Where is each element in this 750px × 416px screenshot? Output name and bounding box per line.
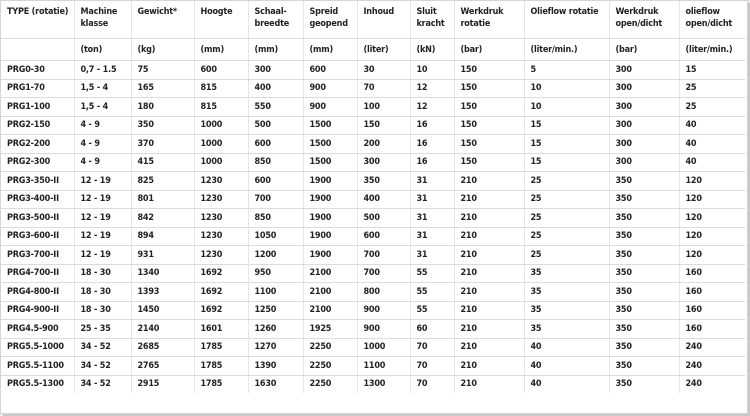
- table-cell: 30: [357, 61, 410, 80]
- table-cell: 35: [524, 283, 609, 302]
- table-cell: 2685: [131, 338, 194, 357]
- table-row: [1, 320, 745, 339]
- table-cell: 31: [410, 246, 454, 265]
- table-cell: 2250: [303, 338, 357, 357]
- table-cell: 55: [410, 283, 454, 302]
- table-cell: PRG3-600-II: [1, 227, 74, 246]
- table-cell: 2140: [131, 320, 194, 339]
- table-cell: 2765: [131, 357, 194, 376]
- table-cell: 25: [524, 227, 609, 246]
- table-cell: 240: [685, 379, 702, 390]
- table-cell: 210: [454, 320, 524, 339]
- table-cell: 4 - 9: [74, 153, 131, 172]
- table-cell: 150: [454, 153, 524, 172]
- table-cell: 160: [679, 301, 745, 320]
- table-cell: 1393: [131, 283, 194, 302]
- table-cell: PRG4-900-II: [1, 301, 74, 320]
- table-cell: 1260: [248, 320, 303, 339]
- table-cell: 5: [524, 61, 609, 80]
- table-cell: 210: [454, 301, 524, 320]
- table-cell: 350: [609, 246, 679, 265]
- table-cell: 70: [410, 338, 454, 357]
- table-cell: 35: [524, 301, 609, 320]
- table-cell: 1230: [194, 246, 248, 265]
- table-cell: 300: [609, 61, 679, 80]
- table-cell: 210: [454, 338, 524, 357]
- table-cell: 40: [679, 116, 745, 135]
- table-cell: 900: [357, 301, 410, 320]
- table-cell: 12 - 19: [74, 190, 131, 209]
- table-cell: PRG2-200: [1, 135, 74, 154]
- table-cell: 210: [454, 172, 524, 191]
- table-row: [1, 98, 745, 117]
- table-row: [1, 79, 745, 98]
- table-cell: 12 - 19: [74, 172, 131, 191]
- table-cell: 1900: [303, 209, 357, 228]
- unit-cell: (liter/min.): [524, 39, 609, 61]
- table-cell: 1785: [194, 375, 248, 393]
- column-header: Gewicht*: [131, 1, 194, 39]
- table-cell: 1000: [194, 153, 248, 172]
- table-cell: 550: [248, 98, 303, 117]
- table-cell: 300: [609, 135, 679, 154]
- table-cell: 70: [357, 79, 410, 98]
- table-row: [1, 357, 745, 376]
- table-cell: 500: [248, 116, 303, 135]
- table-cell: 1100: [248, 283, 303, 302]
- table-cell: 25: [679, 79, 745, 98]
- table-cell: 180: [131, 98, 194, 117]
- table-cell: PRG4.5-900: [1, 320, 74, 339]
- table-cell: 16: [410, 116, 454, 135]
- table-cell: 300: [248, 61, 303, 80]
- table-cell: 850: [248, 153, 303, 172]
- table-cell: 350: [609, 357, 679, 376]
- table-cell: 25 - 35: [74, 320, 131, 339]
- table-cell: 1601: [194, 320, 248, 339]
- table-cell: 1,5 - 4: [74, 79, 131, 98]
- table-cell: 240: [679, 338, 745, 357]
- table-cell: PRG5.5-1300: [1, 375, 74, 393]
- table-cell: 1500: [303, 135, 357, 154]
- table-cell: 700: [357, 264, 410, 283]
- table-cell: 120: [679, 190, 745, 209]
- table-cell: 1925: [303, 320, 357, 339]
- table-cell: 120: [679, 227, 745, 246]
- unit-cell: (kg): [131, 39, 194, 61]
- table-row: [1, 172, 745, 191]
- column-header: Schaal-breedte: [248, 1, 303, 39]
- unit-cell: (kN): [410, 39, 454, 61]
- table-cell: 150: [454, 98, 524, 117]
- table-cell: PRG4-800-II: [1, 283, 74, 302]
- table-cell: 210: [454, 264, 524, 283]
- table-cell: 1,5 - 4: [74, 98, 131, 117]
- table-cell: 350: [609, 338, 679, 357]
- table-cell: 950: [248, 264, 303, 283]
- column-header: Werkdruk open/dicht: [609, 1, 679, 39]
- table-cell: 1200: [248, 246, 303, 265]
- table-cell: 35: [524, 320, 609, 339]
- table-cell: 15: [524, 135, 609, 154]
- table-cell: 1000: [194, 135, 248, 154]
- table-cell: 300: [609, 98, 679, 117]
- table-cell: 120: [679, 172, 745, 191]
- table-cell: 1230: [194, 227, 248, 246]
- table-cell: 240: [679, 357, 745, 376]
- table-cell: 150: [454, 135, 524, 154]
- table-cell: 165: [131, 79, 194, 98]
- table-cell: 4 - 9: [74, 116, 131, 135]
- spec-table-body: [1, 1, 745, 393]
- table-cell: 31: [410, 172, 454, 191]
- table-cell: 25: [524, 246, 609, 265]
- spec-table: [1, 1, 745, 393]
- column-header: Hoogte: [194, 1, 248, 39]
- table-cell: 31: [410, 227, 454, 246]
- column-header: Sluit kracht: [410, 1, 454, 39]
- table-cell: 160: [679, 320, 745, 339]
- table-cell: 400: [248, 79, 303, 98]
- table-cell: PRG5.5-1100: [1, 357, 74, 376]
- table-cell: 1050: [248, 227, 303, 246]
- unit-cell: (bar): [454, 39, 524, 61]
- table-cell: 801: [131, 190, 194, 209]
- table-cell: 40: [679, 135, 745, 154]
- table-cell: 0,7 - 1.5: [74, 61, 131, 80]
- unit-cell: (mm): [303, 39, 357, 61]
- table-cell: 210: [454, 209, 524, 228]
- table-cell: 1692: [194, 283, 248, 302]
- table-cell: 10: [524, 98, 609, 117]
- table-cell: 18 - 30: [74, 283, 131, 302]
- table-row: [1, 135, 745, 154]
- table-cell: PRG3-700-II: [1, 246, 74, 265]
- table-cell: 2100: [303, 301, 357, 320]
- table-row: [1, 209, 745, 228]
- table-cell: 70: [410, 357, 454, 376]
- table-cell: 850: [248, 209, 303, 228]
- table-cell: 10: [524, 79, 609, 98]
- table-cell: 160: [679, 283, 745, 302]
- table-cell: 12 - 19: [74, 227, 131, 246]
- table-cell: 2915: [131, 375, 194, 393]
- table-cell: 1785: [194, 338, 248, 357]
- table-cell: 300: [609, 116, 679, 135]
- table-cell: 600: [303, 61, 357, 80]
- table-row: [1, 227, 745, 246]
- table-cell: 300: [609, 79, 679, 98]
- table-cell: 1692: [194, 301, 248, 320]
- table-cell: 1450: [131, 301, 194, 320]
- table-cell: 15: [679, 61, 745, 80]
- unit-cell: (bar): [609, 39, 679, 61]
- table-cell: 12: [410, 98, 454, 117]
- table-cell: 600: [194, 61, 248, 80]
- table-cell: 210: [454, 283, 524, 302]
- table-cell: 1230: [194, 172, 248, 191]
- table-cell: 12 - 19: [74, 209, 131, 228]
- unit-cell: (liter): [357, 39, 410, 61]
- table-cell: 210: [454, 190, 524, 209]
- table-row: [1, 375, 745, 393]
- table-cell: 350: [609, 172, 679, 191]
- table-cell: 1100: [357, 357, 410, 376]
- table-cell: 415: [131, 153, 194, 172]
- table-cell: 2250: [303, 375, 357, 393]
- table-cell: 160: [679, 264, 745, 283]
- table-cell: 931: [131, 246, 194, 265]
- table-cell: 25: [524, 209, 609, 228]
- table-cell: 500: [357, 209, 410, 228]
- table-cell: 210: [454, 375, 524, 393]
- column-header: Spreid geopend: [303, 1, 357, 39]
- table-row: [1, 153, 745, 172]
- table-row: [1, 190, 745, 209]
- table-cell: 900: [357, 320, 410, 339]
- table-cell: 40: [524, 375, 609, 393]
- table-cell: 150: [357, 116, 410, 135]
- table-cell: 34 - 52: [74, 375, 131, 393]
- table-cell: 1230: [194, 209, 248, 228]
- table-cell: 25: [524, 190, 609, 209]
- table-cell: 1785: [194, 357, 248, 376]
- table-cell: 300: [357, 153, 410, 172]
- table-cell: 1630: [248, 375, 303, 393]
- table-cell: 1230: [194, 190, 248, 209]
- table-cell: 350: [609, 190, 679, 209]
- table-cell: 1250: [248, 301, 303, 320]
- table-cell: 600: [248, 172, 303, 191]
- table-cell: 4 - 9: [74, 135, 131, 154]
- column-header: Werkdruk rotatie: [454, 1, 524, 39]
- unit-cell: (liter/min.): [679, 39, 745, 61]
- table-cell: 200: [357, 135, 410, 154]
- table-cell: PRG5.5-1000: [1, 338, 74, 357]
- table-row: [1, 301, 745, 320]
- table-cell: 350: [609, 264, 679, 283]
- table-row: [1, 246, 745, 265]
- table-cell: 70: [410, 375, 454, 393]
- table-cell: 350: [609, 283, 679, 302]
- table-row: [1, 61, 745, 80]
- table-cell: 55: [410, 301, 454, 320]
- table-cell: PRG0-30: [1, 61, 74, 80]
- unit-cell: [1, 39, 74, 61]
- table-cell: PRG3-400-II: [1, 190, 74, 209]
- table-cell: PRG1-100: [1, 98, 74, 117]
- table-cell: 2100: [303, 264, 357, 283]
- table-cell: 1500: [303, 116, 357, 135]
- table-cell: 100: [357, 98, 410, 117]
- table-cell: 370: [131, 135, 194, 154]
- table-row: [1, 264, 745, 283]
- table-cell: 150: [454, 61, 524, 80]
- table-cell: 350: [609, 209, 679, 228]
- table-cell: 10: [410, 61, 454, 80]
- table-cell: 120: [679, 246, 745, 265]
- table-cell: 18 - 30: [74, 301, 131, 320]
- table-cell: 12: [410, 79, 454, 98]
- table-cell: 16: [410, 153, 454, 172]
- table-cell: 815: [194, 79, 248, 98]
- table-cell: 31: [410, 209, 454, 228]
- table-cell: 1692: [194, 264, 248, 283]
- table-cell: 400: [357, 190, 410, 209]
- unit-cell: (mm): [194, 39, 248, 61]
- table-cell: 18 - 30: [74, 264, 131, 283]
- table-cell: 60: [410, 320, 454, 339]
- table-cell: 600: [357, 227, 410, 246]
- table-cell: 40: [679, 153, 745, 172]
- table-cell: 34 - 52: [74, 357, 131, 376]
- table-cell: 350: [609, 375, 679, 393]
- table-cell: 55: [410, 264, 454, 283]
- table-cell: 1390: [248, 357, 303, 376]
- table-cell: 15: [524, 153, 609, 172]
- unit-cell: (ton): [74, 39, 131, 61]
- table-cell: 34 - 52: [74, 338, 131, 357]
- table-cell: PRG4-700-II: [1, 264, 74, 283]
- table-row: [1, 116, 745, 135]
- table-cell: 15: [524, 116, 609, 135]
- table-cell: 1500: [303, 153, 357, 172]
- table-row: [1, 283, 745, 302]
- table-cell: 2100: [303, 283, 357, 302]
- table-cell: 350: [609, 320, 679, 339]
- column-header: olieflow open/dicht: [679, 1, 745, 39]
- table-cell: 210: [454, 357, 524, 376]
- table-cell: 16: [410, 135, 454, 154]
- table-cell: 350: [609, 227, 679, 246]
- column-header: Inhoud: [357, 1, 410, 39]
- table-cell: 842: [131, 209, 194, 228]
- table-cell: 25: [679, 98, 745, 117]
- unit-cell: (mm): [248, 39, 303, 61]
- table-cell: 900: [303, 98, 357, 117]
- table-cell: 1340: [131, 264, 194, 283]
- column-header: Machine klasse: [74, 1, 131, 39]
- table-cell: 700: [357, 246, 410, 265]
- table-cell: PRG1-70: [1, 79, 74, 98]
- table-cell: 700: [248, 190, 303, 209]
- table-cell: 1900: [303, 172, 357, 191]
- table-cell: 40: [524, 338, 609, 357]
- table-cell: 300: [609, 153, 679, 172]
- units-row: [1, 39, 745, 61]
- table-cell: 75: [131, 61, 194, 80]
- table-row: [1, 338, 745, 357]
- table-cell: 120: [679, 209, 745, 228]
- table-cell: PRG2-300: [1, 153, 74, 172]
- table-cell: 2250: [303, 357, 357, 376]
- table-cell: 1900: [303, 190, 357, 209]
- header-row: [1, 1, 745, 39]
- table-cell: 210: [454, 246, 524, 265]
- table-cell: 1270: [248, 338, 303, 357]
- table-cell: 150: [454, 116, 524, 135]
- table-cell: 815: [194, 98, 248, 117]
- table-cell: PRG2-150: [1, 116, 74, 135]
- table-cell: 1300: [357, 375, 410, 393]
- table-cell: 35: [524, 264, 609, 283]
- table-cell: PRG3-350-II: [1, 172, 74, 191]
- table-cell: 825: [131, 172, 194, 191]
- column-header: Olieflow rotatie: [524, 1, 609, 39]
- table-cell: 1900: [303, 246, 357, 265]
- table-cell: PRG3-500-II: [1, 209, 74, 228]
- table-cell: 350: [609, 301, 679, 320]
- table-cell: 25: [524, 172, 609, 191]
- table-cell: 1900: [303, 227, 357, 246]
- table-cell: 894: [131, 227, 194, 246]
- table-cell: 31: [410, 190, 454, 209]
- table-cell: 350: [131, 116, 194, 135]
- table-cell: 1000: [357, 338, 410, 357]
- column-header: TYPE (rotatie): [1, 1, 74, 39]
- table-cell: 1000: [194, 116, 248, 135]
- table-cell: 900: [303, 79, 357, 98]
- table-cell: 150: [454, 79, 524, 98]
- table-cell: 40: [524, 357, 609, 376]
- table-cell: 350: [357, 172, 410, 191]
- table-cell: 210: [454, 227, 524, 246]
- table-cell: 600: [248, 135, 303, 154]
- table-cell: 12 - 19: [74, 246, 131, 265]
- table-cell: 800: [357, 283, 410, 302]
